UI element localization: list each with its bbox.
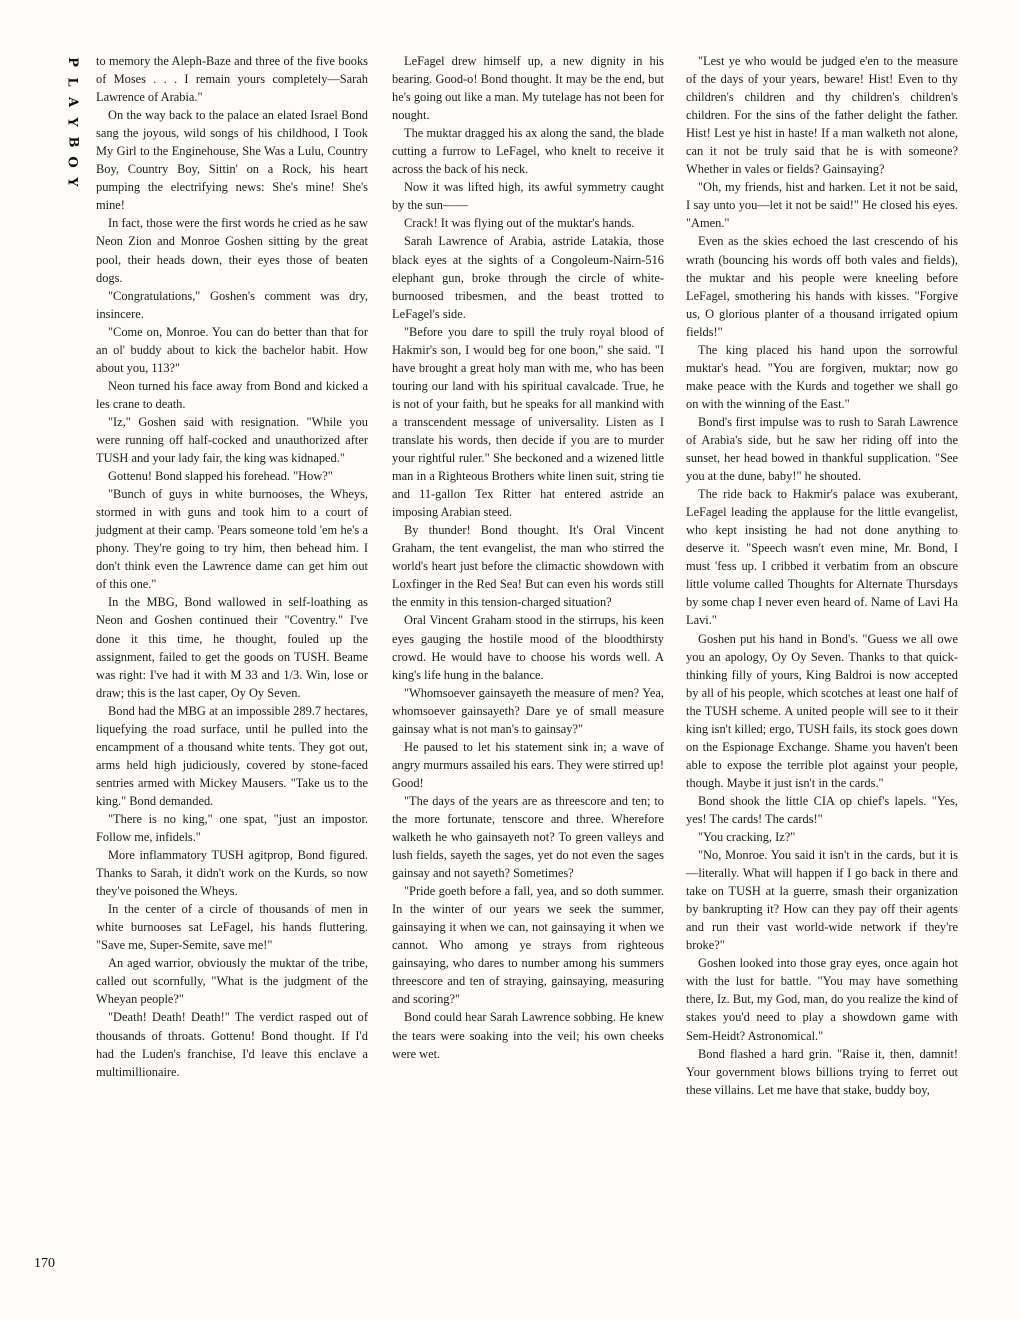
paragraph: In the MBG, Bond wallowed in self-loathing as Neon and Goshen continued their "Coventry." I've done it this time, he thought, fouled up the assignment, failed to get the goods on TUSH. Beame was right: I've had it with M 33 and 1/3. Win, lose or draw; this is the last caper, Oy Oy Seven. xyxy=(96,595,368,700)
paragraph: An aged warrior, obviously the muktar of the tribe, called out scornfully, "What is the judgment of the Wheyan people?" xyxy=(96,956,368,1007)
paragraph: "Pride goeth before a fall, yea, and so doth summer. In the winter of our years we seek the summer, gainsaying it when we can, not gainsaying it when we cannot. Who among ye strays from righteous gainsaying, who dares to number among his summers threescore and ten of straying, gainsaying, measuring and scoring?" xyxy=(392,884,664,1007)
paragraph: In fact, those were the first words he cried as he saw Neon Zion and Monroe Goshen sitting by the great pool, their heads down, their eyes those of beaten dogs. xyxy=(96,216,368,285)
paragraph: Bond had the MBG at an impossible 289.7 hectares, liquefying the road surface, until he pulled into the encampment of a thousand white tents. They got out, arms held high judiciously, covered by stone-faced sentries armed with Mickey Mausers. "Take us to the king." Bond demanded. xyxy=(96,703,368,808)
magazine-logo xyxy=(60,52,84,192)
paragraph: Gottenu! Bond slapped his forehead. "How?" xyxy=(108,469,333,484)
logo-letter: Y xyxy=(65,177,80,187)
paragraph: Bond shook the little CIA op chief's lapels. "Yes, yes! The cards! The cards!" xyxy=(686,793,958,826)
paragraph: On the way back to the palace an elated Israel Bond sang the joyous, wild songs of his childhood, I Took My Girl to the Enginehouse, She Was a Lulu, Country Boy, Country Boy, Sittin' on a Rock, his heart pumping the electrifying news: She's mine! She's mine! xyxy=(96,108,368,213)
paragraph: Even as the skies echoed the last crescendo of his wrath (bouncing his words off both vales and fields), the muktar and his people were kneeling before LeFagel, smothering his hands with kisses. "Forgive us, O glorious planter of a thousand irrigated opium fields!" xyxy=(686,234,958,339)
logo-letter: B xyxy=(65,136,80,148)
text-column-1 xyxy=(96,52,368,1081)
paragraph: The muktar dragged his ax along the sand, the blade cutting a furrow to LeFagel, who knelt to receive it across the back of his neck. xyxy=(392,126,664,177)
paragraph: Goshen looked into those gray eyes, once again hot with the lust for battle. "You may have something there, Iz. But, my God, man, do you realize the kind of stakes you'd need to play a showdown game with Sem-Heidt? Astronomical." xyxy=(686,956,958,1043)
paragraph: "Before you dare to spill the truly royal blood of Hakmir's son, I would beg for one boon," she said. "I have brought a great holy man with me, who has been touring our land with his spiritual cavalcade. True, he is not of your faith, but he speaks for all mankind with a transcendent message of universality. Listen as I translate his words, then decide if you are to murder your rightful ruler." She beckoned and a wizened little man in a Righteous Brothers white linen suit, string tie and 11-gallon Tex Ritter hat entered astride an imposing Arabian steed. xyxy=(392,324,664,520)
logo-letter: L xyxy=(64,77,80,87)
paragraph: "Oh, my friends, hist and harken. Let it not be said, I say unto you—let it not be said!" He closed his eyes. "Amen." xyxy=(686,180,958,231)
paragraph: In the center of a circle of thousands of men in white burnooses sat LeFagel, his hands fluttering. "Save me, Super-Semite, save me!" xyxy=(96,902,368,953)
paragraph: Goshen put his hand in Bond's. "Guess we all owe you an apology, Oy Oy Seven. Thanks to that quick-thinking filly of yours, King Baldroi is now accepted by all of his people, which scotches at least one half of the TUSH scheme. A united people will see to it their king isn't killed; ergo, TUSH fails, its stock goes down on the Espionage Exchange. Shame you haven't been able to expose the terrible plot against your people, though. Maybe it just isn't in the cards." xyxy=(686,631,958,790)
paragraph: "The days of the years are as threescore and ten; to the more fortunate, tenscore and three. Wherefore walketh he who gainsayeth not? To green valleys and lush fields, sayeth the sages, yet do not even the sages gainsay and not sayeth? Sometimes? xyxy=(392,793,664,881)
paragraph: "Iz," Goshen said with resignation. "While you were running off half-cocked and unauthorized after TUSH and your lady fair, the king was kidnaped." xyxy=(96,414,368,466)
paragraph: Bond flashed a hard grin. "Raise it, then, damnit! Your government blows billions trying to ferret out these villains. Let me have that stake, buddy boy, xyxy=(686,1046,958,1097)
paragraph: "No, Monroe. You said it isn't in the cards, but it is—literally. What will happen if I go back in there and take on TUSH at la guerre, smash their organization by bankrupting it? How can they pay off their agents and run their vast world-wide network if they're broke?" xyxy=(686,848,958,953)
paragraph: Neon turned his face away from Bond and kicked a les crane to death. xyxy=(96,378,368,411)
paragraph: "There is no king," one spat, "just an impostor. Follow me, infidels." xyxy=(96,811,368,845)
paragraph: Sarah Lawrence of Arabia, astride Latakia, those black eyes at the sights of a Congoleum-Nairn-516 elephant gun, broke through the circle of white-burnoosed tribesmen, and the beast trotted to LeFagel's side. xyxy=(392,234,664,321)
paragraph: "Death! Death! Death!" The verdict rasped out of thousands of throats. Gottenu! Bond thought. If I'd had the Luden's franchise, I'd leave this enclave a multimillionaire. xyxy=(96,1010,368,1079)
paragraph: The ride back to Hakmir's palace was exuberant, LeFagel leading the applause for the little evangelist, who kept insisting he had not done anything to deserve it. "Speech wasn't even mine, Mr. Bond, I must 'fess up. I cribbed it verbatim from an obscure little volume called Thoughts for Alternate Thursdays by some chap I never even heard of. Name of Lavi Ha Lavi." xyxy=(686,487,958,628)
logo-letter: Y xyxy=(65,117,80,127)
paragraph: Bond's first impulse was to rush to Sarah Lawrence of Arabia's side, but he saw her riding off into the sunset, her head bowed in thankful supplication. "See you at the dune, baby!" he shouted. xyxy=(686,414,958,484)
paragraph: to memory the Aleph-Baze and three of the five books of Moses . . . I remain yours completely—Sarah Lawrence of Arabia." xyxy=(96,54,368,105)
logo-letter: A xyxy=(65,96,80,108)
paragraph: More inflammatory TUSH agitprop, Bond figured. Thanks to Sarah, it didn't work on the Kurds, so now they've poisoned the Wheys. xyxy=(96,848,368,899)
paragraph: LeFagel drew himself up, a new dignity in his bearing. Good-o! Bond thought. It may be the end, but he's going out like a man. My tutelage has not been for nought. xyxy=(392,54,665,123)
logo-letter: P xyxy=(65,57,80,67)
page-number: 170 xyxy=(34,1256,55,1271)
paragraph: The king placed his hand upon the sorrowful muktar's head. "You are forgiven, muktar; now go make peace with the Kurds and together we shall go on with the winning of the East." xyxy=(686,342,958,411)
paragraph: "Bunch of guys in white burnooses, the Wheys, stormed in with guns and took him to a court of judgment at their camp. 'Pears someone told 'em he's a phony. They're going to try him, then behead him. I don't think even the Lawrence dame can get him out of this one." xyxy=(96,487,368,592)
paragraph: "Lest ye who would be judged e'en to the measure of the days of your years, beware! Hist! Even to thy children's children and thy children's children's children. For the sins of the father delight the father. Hist! Lest ye hist in haste! If a man walketh not alone, can it not be truly said that he is with someone? Whether in vales or fields? Gainsaying? xyxy=(686,54,958,177)
paragraph: "Congratulations," Goshen's comment was dry, insincere. xyxy=(96,288,368,321)
paragraph: "Whomsoever gainsayeth the measure of men? Yea, whomsoever gainsayeth? Dare ye of small measure gainsay what is not man's to gainsay?" xyxy=(392,685,664,736)
paragraph: Bond could hear Sarah Lawrence sobbing. He knew the tears were soaking into the veil; his own cheeks were wet. xyxy=(392,1010,664,1061)
paragraph: Oral Vincent Graham stood in the stirrups, his keen eyes gauging the hostile mood of the bloodthirsty crowd. He would have to choose his words well. A king's life hung in the balance. xyxy=(392,613,664,682)
paragraph: By thunder! Bond thought. It's Oral Vincent Graham, the tent evangelist, the man who stirred the world's heart just before the climactic showdown with Loxfinger in the Red Sea! But can even his words still the enmity in this tension-charged situation? xyxy=(392,523,664,610)
text-column-3 xyxy=(686,52,958,1099)
paragraph: Now it was lifted high, its awful symmetry caught by the sun—— xyxy=(392,180,664,213)
paragraph: Crack! It was flying out of the muktar's hands. xyxy=(404,216,635,231)
paragraph: "You cracking, Iz?" xyxy=(698,830,796,845)
paragraph: "Come on, Monroe. You can do better than that for an ol' buddy about to kick the bachelor habit. How about you, 113?" xyxy=(96,324,368,375)
text-column-2 xyxy=(392,52,664,1063)
logo-letter: O xyxy=(64,156,80,168)
paragraph: He paused to let his statement sink in; a wave of angry murmurs assailed his ears. They were stirred up! Good! xyxy=(392,739,664,790)
